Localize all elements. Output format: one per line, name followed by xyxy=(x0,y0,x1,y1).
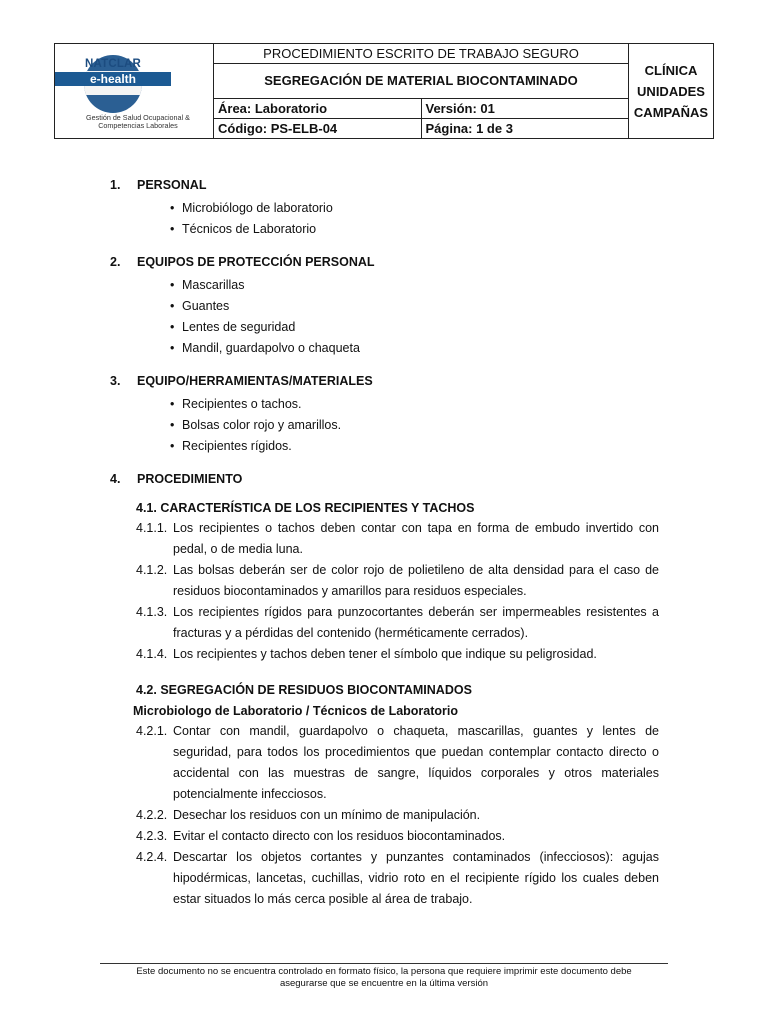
footer-note xyxy=(100,966,668,990)
header-version: Versión: 01 xyxy=(421,98,629,118)
header-area: Área: Laboratorio xyxy=(214,98,422,118)
logo-word-ehealth: e-health xyxy=(55,72,171,86)
procedure-item: 4.1.1. Los recipientes o tachos deben contar con tapa en forma de embudo invertido con pedal, o de media luna. xyxy=(136,521,659,556)
subsection-4-2-title: 4.2. SEGREGACIÓN DE RESIDUOS BIOCONTAMINADOS xyxy=(136,683,472,697)
section-3-title: 3. EQUIPO/HERRAMIENTAS/MATERIALES xyxy=(110,374,373,388)
right-label-campanas: CAMPAÑAS xyxy=(633,104,709,120)
list-item: • Mascarillas xyxy=(182,277,360,298)
header-page: Página: 1 de 3 xyxy=(421,118,629,138)
list-item: • Mandil, guardapolvo o chaqueta xyxy=(182,340,360,361)
right-label-unidades: UNIDADES xyxy=(637,83,705,99)
logo-word-natclar: NATCLAR xyxy=(84,58,142,70)
natclar-globe-logo xyxy=(55,44,213,138)
section-2-list xyxy=(182,277,360,361)
footer-line-1: Este documento no se encuentra controlado en formato físico, la persona que requiere imprimir este documento debe xyxy=(136,966,632,977)
right-label-clinica: CLÍNICA xyxy=(644,62,698,78)
section-4-title: 4. PROCEDIMIENTO xyxy=(110,472,243,486)
procedure-item: 4.1.4. Los recipientes y tachos deben tener el símbolo que indique su peligrosidad. xyxy=(136,647,597,661)
list-item: • Bolsas color rojo y amarillos. xyxy=(182,417,341,438)
procedure-item: 4.1.3. Los recipientes rígidos para punzocortantes deberán ser impermeables resistentes a fracturas y a pérdidas del contenido (herméticamente cerrados). xyxy=(136,605,659,640)
footer-divider xyxy=(100,963,668,964)
procedure-item: 4.2.3. Evitar el contacto directo con los residuos biocontaminados. xyxy=(136,829,506,843)
procedure-item: 4.2.2. Desechar los residuos con un mínimo de manipulación. xyxy=(136,808,481,822)
header-title: PROCEDIMIENTO ESCRITO DE TRABAJO SEGURO xyxy=(214,44,629,64)
section-2-title: 2. EQUIPOS DE PROTECCIÓN PERSONAL xyxy=(110,255,375,269)
section-3-list xyxy=(182,396,341,459)
header-code: Código: PS-ELB-04 xyxy=(214,118,422,138)
logo-cell xyxy=(55,44,214,139)
header-subtitle: SEGREGACIÓN DE MATERIAL BIOCONTAMINADO xyxy=(214,64,629,99)
footer-line-2: asegurarse que se encuentre en la última versión xyxy=(279,978,489,989)
header-table xyxy=(54,43,714,139)
procedure-item: 4.2.1. Contar con mandil, guardapolvo o chaqueta, mascarillas, guantes y lentes de seguridad, para todos los procedimientos que puedan contemplar contacto directo o accidental con las muestras de sangre, líquidos corporales y otros materiales potencialmente infecciosos. xyxy=(136,724,659,801)
logo-subtitle: Gestión de Salud Ocupacional & Competencias Laborales xyxy=(86,113,190,130)
list-item: • Guantes xyxy=(182,298,360,319)
header-right-labels xyxy=(629,44,714,139)
subsection-4-2-items xyxy=(136,721,659,910)
procedure-item: 4.1.2. Las bolsas deberán ser de color rojo de polietileno de alta densidad para el caso de residuos biocontaminados y amarillos para residuos especiales. xyxy=(136,563,659,598)
list-item: • Lentes de seguridad xyxy=(182,319,360,340)
list-item: • Microbiólogo de laboratorio xyxy=(182,200,333,221)
procedure-item: 4.2.4. Descartar los objetos cortantes y punzantes contaminados (infecciosos): agujas hipodérmicas, lancetas, cuchillas, vidrio roto en el recipiente rígido los cuales deben estar situados lo más cerca posible al área de trabajo. xyxy=(136,850,659,906)
list-item: • Recipientes o tachos. xyxy=(182,396,341,417)
section-1-title: 1. PERSONAL xyxy=(110,178,207,192)
list-item: • Recipientes rígidos. xyxy=(182,438,341,459)
section-1-list xyxy=(182,200,333,242)
list-item: • Técnicos de Laboratorio xyxy=(182,221,333,242)
subsection-4-2-role: Microbiologo de Laboratorio / Técnicos de Laboratorio xyxy=(133,704,459,718)
subsection-4-1-items xyxy=(136,518,659,665)
subsection-4-1-title: 4.1. CARACTERÍSTICA DE LOS RECIPIENTES Y TACHOS xyxy=(136,501,475,515)
